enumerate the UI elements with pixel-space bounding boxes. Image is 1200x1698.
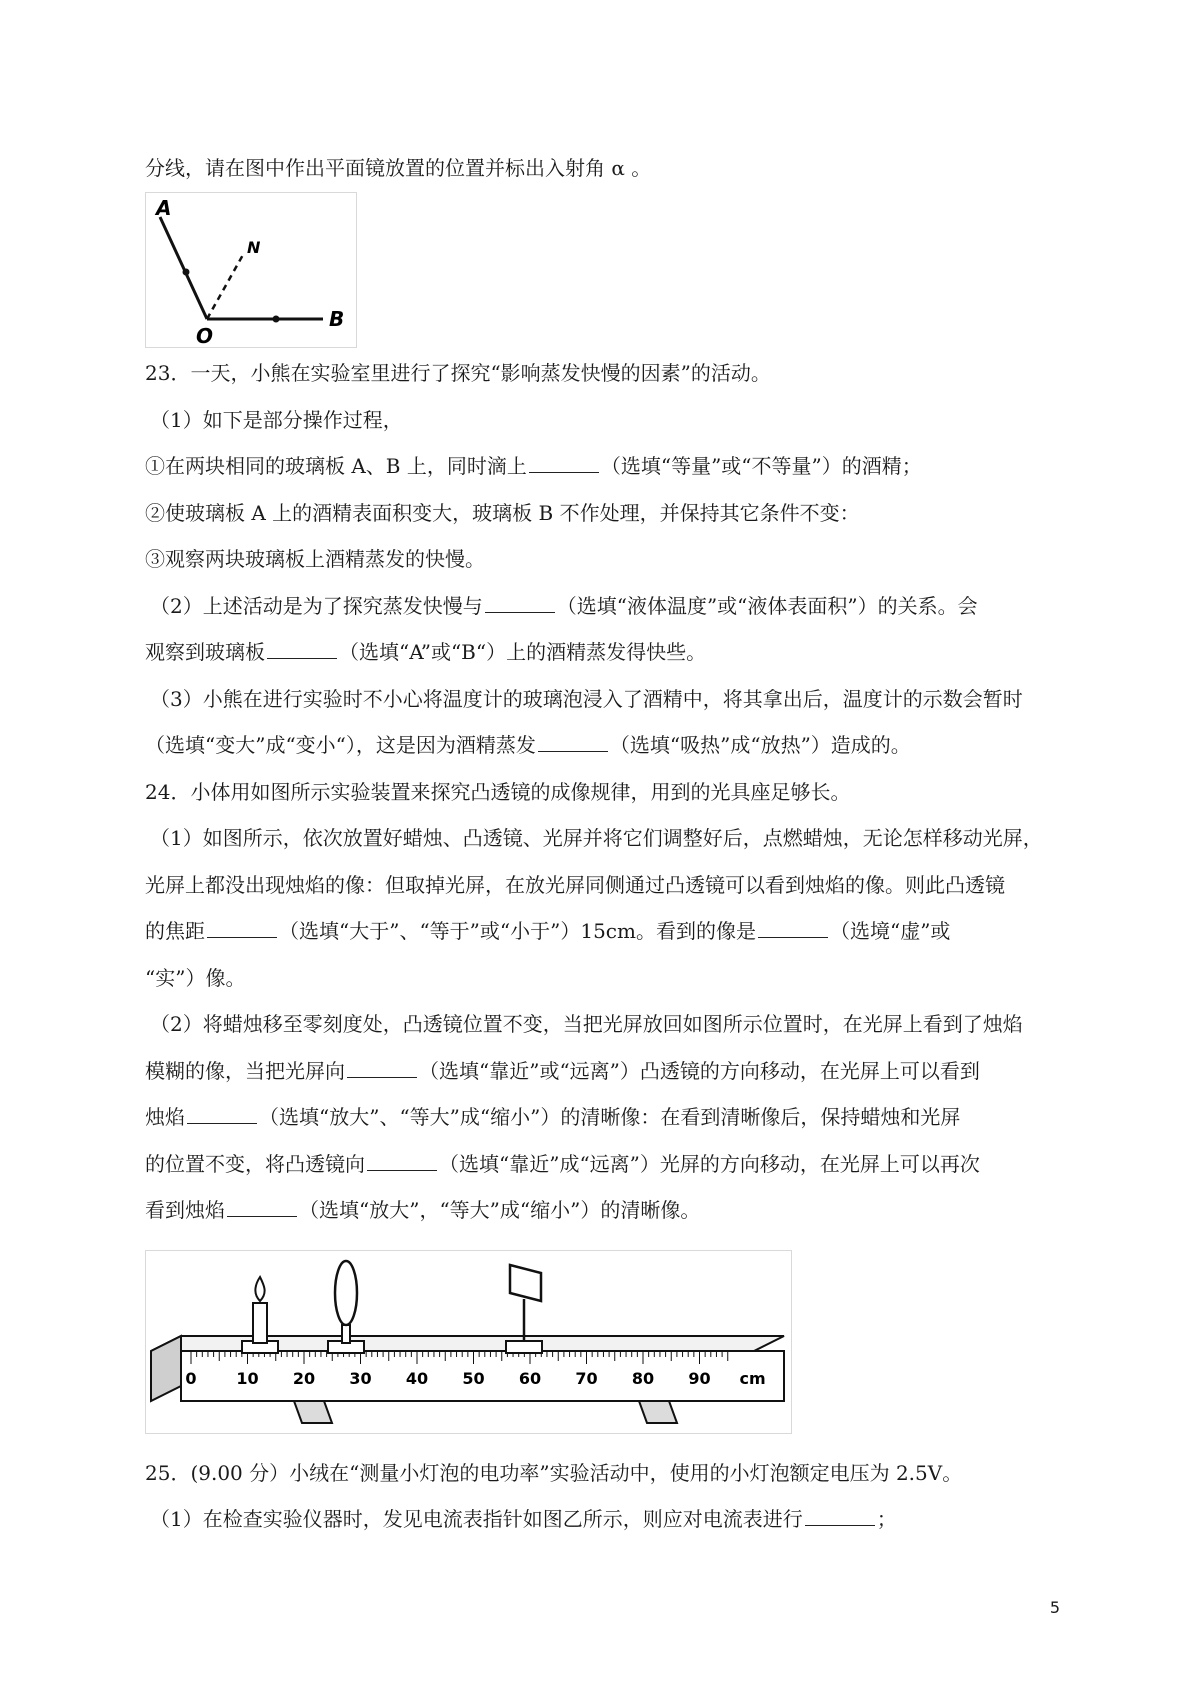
ruler-label: 40 bbox=[405, 1369, 429, 1388]
answer-blank[interactable] bbox=[538, 731, 608, 752]
q24-p1-line4: “实”）像。 bbox=[145, 966, 246, 990]
q22-text: 分线，请在图中作出平面镜放置的位置并标出入射角 α 。 bbox=[145, 156, 652, 180]
ruler-label: 60 bbox=[518, 1369, 542, 1388]
ruler-label: 20 bbox=[292, 1369, 316, 1388]
q24-p2-line3: 烛焰 （选填“放大”、“等大”成“缩小”）的清晰像：在看到清晰像后，保持蜡烛和光屏 bbox=[145, 1105, 961, 1129]
q24-stem: 24．小体用如图所示实验装置来探究凸透镜的成像规律，用到的光具座足够长。 bbox=[145, 780, 851, 804]
q25-stem: 25．(9.00 分）小绒在“测量小灯泡的电功率”实验活动中，使用的小灯泡额定电压为 2.5V。 bbox=[145, 1461, 963, 1485]
q23-p3-line2: （选填“变大”成“变小“），这是因为酒精蒸发 （选填“吸热”成“放热”）造成的。 bbox=[145, 733, 911, 757]
answer-blank[interactable] bbox=[758, 917, 828, 938]
q23-p1-head: （1）如下是部分操作过程， bbox=[150, 408, 403, 432]
answer-blank[interactable] bbox=[187, 1103, 257, 1124]
ruler-label: 0 bbox=[185, 1369, 197, 1388]
q24-p1-line1: （1）如图所示，依次放置好蜡烛、凸透镜、光屏并将它们调整好后，点燃蜡烛，无论怎样移动光屏， bbox=[150, 826, 1043, 850]
q23-step1: ①在两块相同的玻璃板 A、B 上，同时滴上 （选填“等量”或“不等量”）的酒精； bbox=[145, 454, 922, 478]
optical-bench-figure bbox=[145, 1250, 792, 1434]
ruler-label: 80 bbox=[631, 1369, 655, 1388]
label-a: A bbox=[156, 196, 172, 220]
ruler-label: 10 bbox=[236, 1369, 259, 1388]
candle-icon bbox=[242, 1277, 278, 1353]
q24-p1-line3: 的焦距 （选填“大于”、“等于”或“小于”）15cm。看到的像是 （选境“虚”或 bbox=[145, 919, 951, 943]
reflection-figure bbox=[145, 192, 357, 348]
q23-step2: ②使玻璃板 A 上的酒精表面积变大，玻璃板 B 不作处理，并保持其它条件不变： bbox=[145, 501, 860, 525]
q23-step3: ③观察两块玻璃板上酒精蒸发的快慢。 bbox=[145, 547, 485, 571]
page-number: 5 bbox=[1049, 1598, 1060, 1617]
q23-p3-line1: （3）小熊在进行实验时不小心将温度计的玻璃泡浸入了酒精中，将其拿出后，温度计的示数会暂时 bbox=[150, 687, 1023, 711]
answer-blank[interactable] bbox=[347, 1057, 417, 1078]
answer-blank[interactable] bbox=[227, 1196, 297, 1217]
label-n: N bbox=[247, 238, 261, 257]
answer-blank[interactable] bbox=[805, 1505, 875, 1526]
ruler-label: 50 bbox=[462, 1369, 485, 1388]
answer-blank[interactable] bbox=[529, 452, 599, 473]
ruler-label: 30 bbox=[349, 1369, 372, 1388]
answer-blank[interactable] bbox=[207, 917, 277, 938]
q23-stem: 23．一天，小熊在实验室里进行了探究“影响蒸发快慢的因素”的活动。 bbox=[145, 361, 771, 385]
q25-p1: （1）在检查实验仪器时，发见电流表指针如图乙所示，则应对电流表进行 ； bbox=[150, 1507, 897, 1531]
answer-blank[interactable] bbox=[267, 638, 337, 659]
answer-blank[interactable] bbox=[367, 1150, 437, 1171]
q24-p1-line2: 光屏上都没出现烛焰的像：但取掉光屏，在放光屏同侧通过凸透镜可以看到烛焰的像。则此凸透镜 bbox=[145, 873, 1005, 897]
answer-blank[interactable] bbox=[485, 592, 555, 613]
label-o: O bbox=[196, 324, 214, 347]
ruler-label: 90 bbox=[688, 1369, 711, 1388]
q24-p2-line2: 模糊的像，当把光屏向 （选填“靠近”或“远离”）凸透镜的方向移动，在光屏上可以看到 bbox=[145, 1059, 980, 1083]
ruler-label: cm bbox=[739, 1369, 766, 1388]
q24-p2-line5: 看到烛焰 （选填“放大”，“等大”成“缩小”）的清晰像。 bbox=[145, 1198, 701, 1222]
ruler-label: 70 bbox=[575, 1369, 598, 1388]
q23-p2-line1: （2）上述活动是为了探究蒸发快慢与 （选填“液体温度”或“液体表面积”）的关系。会 bbox=[150, 594, 978, 618]
label-b: B bbox=[329, 307, 345, 331]
q23-p2-line2: 观察到玻璃板 （选填“A”或“B“）上的酒精蒸发得快些。 bbox=[145, 640, 707, 664]
q24-p2-line4: 的位置不变，将凸透镜向 （选填“靠近”成“远离”）光屏的方向移动，在光屏上可以再次 bbox=[145, 1152, 980, 1176]
q24-p2-line1: （2）将蜡烛移至零刻度处，凸透镜位置不变，当把光屏放回如图所示位置时，在光屏上看到了烛焰 bbox=[150, 1012, 1023, 1036]
